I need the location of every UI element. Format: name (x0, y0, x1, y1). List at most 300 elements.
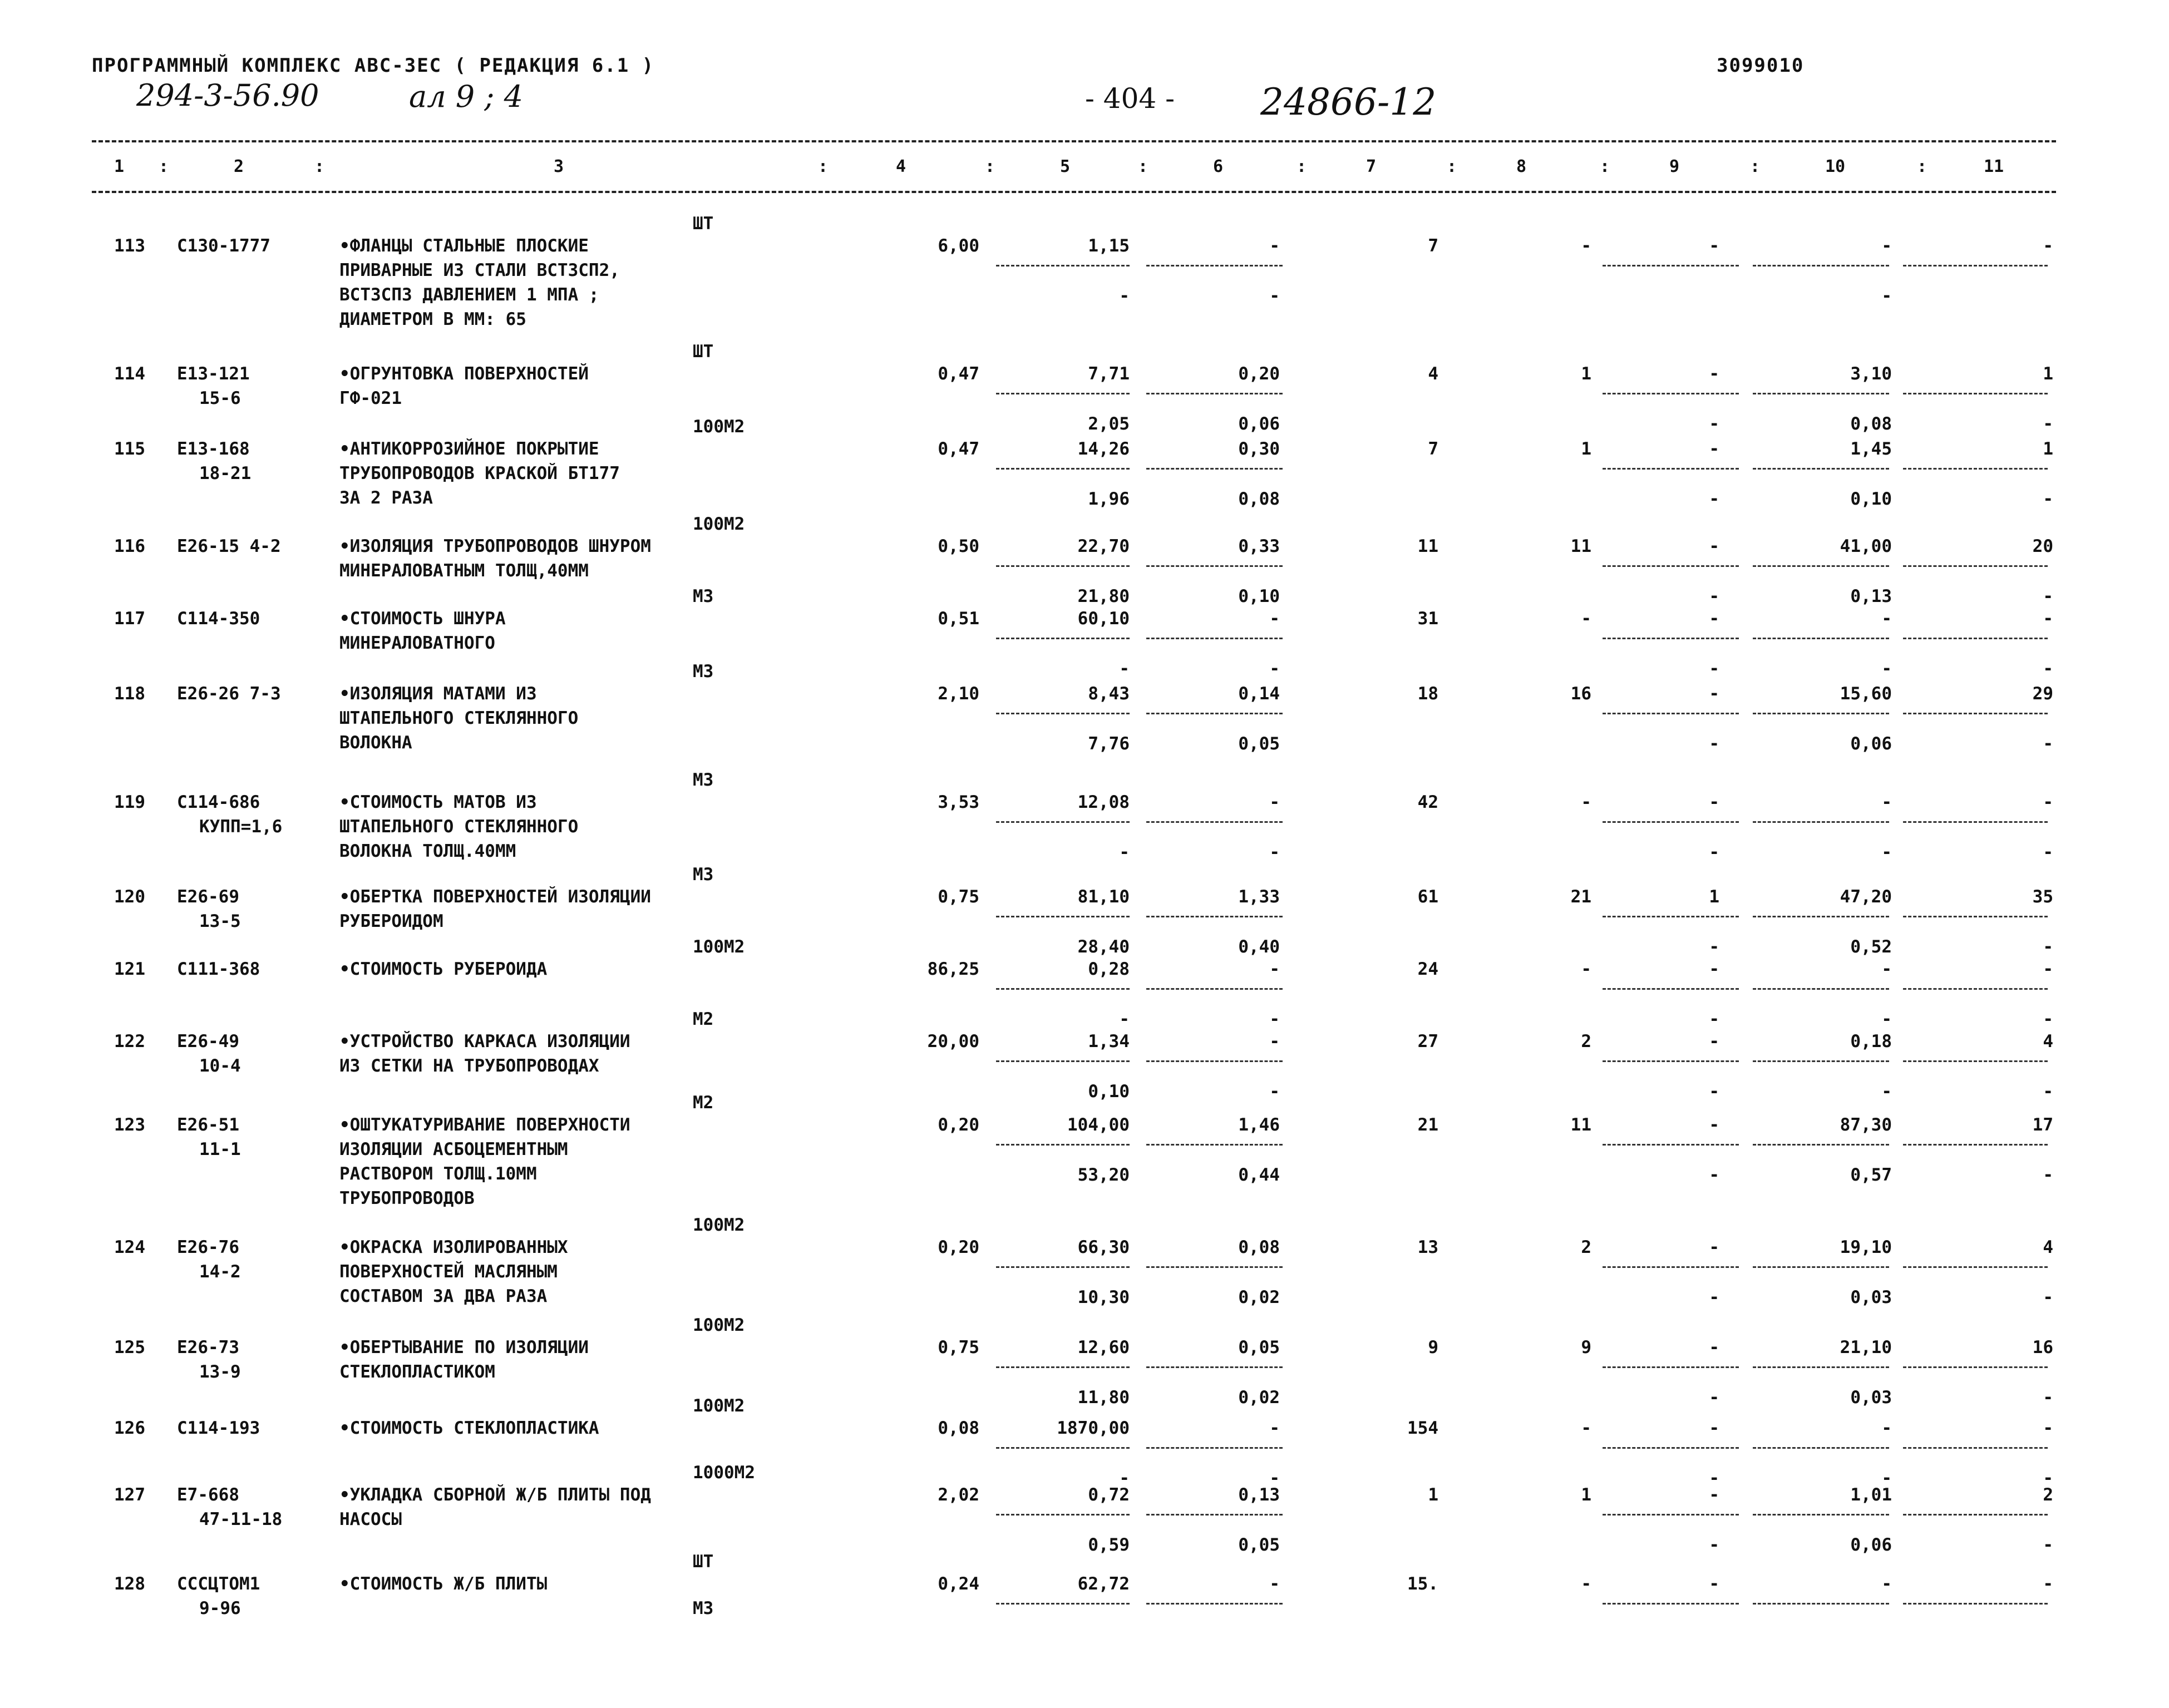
unit-label: 100М2 (693, 1396, 745, 1416)
machine-cost-wage: 0,06 (1238, 414, 1280, 434)
machine-cost: - (1269, 792, 1280, 812)
machine-cost-wage: 0,44 (1238, 1165, 1280, 1185)
cell-divider (1903, 393, 2048, 394)
total-wage: - (1581, 1574, 1591, 1594)
cell-divider (996, 1266, 1130, 1268)
machine-cost-wage: - (1269, 1009, 1280, 1029)
machine-cost-wage: 0,10 (1238, 586, 1280, 606)
unit-cost-wage: 0,10 (1088, 1082, 1130, 1102)
unit-cost-wage: 0,59 (1088, 1535, 1130, 1555)
norm-code: Е7-668 (177, 1485, 239, 1505)
work-description: •ФЛАНЦЫ СТАЛЬНЫЕ ПЛОСКИЕ (339, 236, 589, 256)
labor-cost-mech: 0,03 (1850, 1287, 1892, 1307)
labor-cost: - (1881, 959, 1892, 979)
cell-divider (1903, 916, 2048, 917)
col-11: 29 (2032, 684, 2053, 704)
total-cost: 13 (1417, 1237, 1438, 1257)
cell-divider (1603, 713, 1739, 714)
cell-divider (1146, 1603, 1283, 1605)
row-number: 122 (114, 1031, 145, 1052)
handwritten-album: ал 9 ; 4 (409, 79, 523, 114)
labor-cost-mech: - (1881, 659, 1892, 679)
row-number: 119 (114, 792, 145, 812)
work-description: •ОШТУКАТУРИВАНИЕ ПОВЕРХНОСТИ (339, 1115, 630, 1135)
total-cost: 7 (1428, 439, 1438, 459)
cell-divider (1753, 713, 1889, 714)
cell-divider (1146, 468, 1283, 470)
cell-divider (1903, 1144, 2048, 1146)
column-separator: : (314, 157, 325, 176)
labor-cost: 21,10 (1840, 1337, 1892, 1357)
col-11: 16 (2032, 1337, 2053, 1357)
page-number: - 404 - (1085, 82, 1175, 115)
quantity: 0,08 (938, 1418, 979, 1438)
cell-divider (1903, 821, 2048, 823)
norm-code: С111-368 (177, 959, 260, 979)
total-cost: 11 (1417, 536, 1438, 556)
cell-divider (996, 1144, 1130, 1146)
total-wage: 16 (1570, 684, 1591, 704)
cell-divider (1753, 265, 1889, 266)
unit-cost: 0,72 (1088, 1485, 1130, 1505)
total-cost: 7 (1428, 236, 1438, 256)
machine-cost: - (1269, 1574, 1280, 1594)
norm-code: Е13-121 (177, 364, 250, 384)
cell-divider (996, 916, 1130, 917)
total-cost: 27 (1417, 1031, 1438, 1052)
norm-code: 13-5 (199, 911, 241, 931)
norm-code: 9-96 (199, 1598, 241, 1618)
total-cost: 18 (1417, 684, 1438, 704)
cell-divider (996, 265, 1130, 266)
row-number: 121 (114, 959, 145, 979)
labor-cost-mech: 0,06 (1850, 1535, 1892, 1555)
cell-divider (1603, 916, 1739, 917)
cell-divider (1146, 1144, 1283, 1146)
work-description: •УКЛАДКА СБОРНОЙ Ж/Б ПЛИТЫ ПОД (339, 1485, 651, 1505)
work-description: СТЕКЛОПЛАСТИКОМ (339, 1362, 495, 1382)
unit-cost-wage: 7,76 (1088, 734, 1130, 754)
quantity: 6,00 (938, 236, 979, 256)
total-machine: - (1709, 684, 1719, 704)
cell-divider (1603, 468, 1739, 470)
cell-divider (1603, 1060, 1739, 1062)
row-number: 127 (114, 1485, 145, 1505)
machine-cost: - (1269, 609, 1280, 629)
machine-cost-wage: - (1269, 1082, 1280, 1102)
cell-divider (996, 1514, 1130, 1516)
labor-cost: 47,20 (1840, 887, 1892, 907)
unit-cost: 7,71 (1088, 364, 1130, 384)
cell-divider (1603, 1266, 1739, 1268)
labor-cost: 19,10 (1840, 1237, 1892, 1257)
work-description: ГФ-021 (339, 388, 402, 408)
labor-cost-mech: 0,57 (1850, 1165, 1892, 1185)
total-cost: 9 (1428, 1337, 1438, 1357)
row-number: 115 (114, 439, 145, 459)
row-number: 125 (114, 1337, 145, 1357)
document-number: 3099010 (1717, 55, 1805, 77)
total-machine-wage: - (1709, 1535, 1719, 1555)
col-11-b: - (2043, 659, 2053, 679)
cell-divider (1903, 1603, 2048, 1605)
cell-divider (996, 1603, 1130, 1605)
cell-divider (1146, 565, 1283, 567)
unit-cost: 60,10 (1077, 609, 1130, 629)
total-machine-wage: - (1709, 586, 1719, 606)
row-number: 117 (114, 609, 145, 629)
col-11-b: - (2043, 586, 2053, 606)
unit-cost: 8,43 (1088, 684, 1130, 704)
col-11-b: - (2043, 1468, 2053, 1488)
total-machine-wage: - (1709, 659, 1719, 679)
work-description: ПОВЕРХНОСТЕЙ МАСЛЯНЫМ (339, 1262, 558, 1282)
machine-cost: 0,20 (1238, 364, 1280, 384)
column-separator: : (159, 157, 169, 176)
work-description: ИЗОЛЯЦИИ АСБОЦЕМЕНТНЫМ (339, 1139, 568, 1159)
row-number: 124 (114, 1237, 145, 1257)
work-description: •СТОИМОСТЬ РУБЕРОИДА (339, 959, 548, 979)
unit-cost: 104,00 (1067, 1115, 1130, 1135)
unit-cost-wage: 11,80 (1077, 1388, 1130, 1408)
cell-divider (1146, 713, 1283, 714)
work-description: ЗА 2 РАЗА (339, 488, 433, 508)
row-number: 113 (114, 236, 145, 256)
cell-divider (1903, 1447, 2048, 1449)
machine-cost: 0,08 (1238, 1237, 1280, 1257)
column-header: 3 (554, 157, 564, 176)
cell-divider (996, 468, 1130, 470)
column-header: 6 (1213, 157, 1224, 176)
unit-label: ШТ (693, 1552, 714, 1572)
row-number: 123 (114, 1115, 145, 1135)
norm-code: 11-1 (199, 1139, 241, 1159)
cell-divider (1603, 638, 1739, 639)
total-machine-wage: - (1709, 1009, 1719, 1029)
norm-code: Е13-168 (177, 439, 250, 459)
machine-cost-wage: - (1269, 842, 1280, 862)
column-separator: : (818, 157, 829, 176)
unit-label: М3 (693, 662, 714, 682)
unit-cost: 12,08 (1077, 792, 1130, 812)
cell-divider (1753, 1060, 1889, 1062)
norm-code: Е26-51 (177, 1115, 239, 1135)
total-machine: - (1709, 609, 1719, 629)
column-header: 2 (234, 157, 244, 176)
machine-cost-wage: 0,05 (1238, 1535, 1280, 1555)
cell-divider (1753, 565, 1889, 567)
unit-label: М3 (693, 586, 714, 606)
work-description: •УСТРОЙСТВО КАРКАСА ИЗОЛЯЦИИ (339, 1031, 630, 1052)
cell-divider (1753, 468, 1889, 470)
total-machine: - (1709, 1418, 1719, 1438)
total-machine-wage: - (1709, 1287, 1719, 1307)
col-11: - (2043, 609, 2053, 629)
labor-cost-mech: 0,08 (1850, 414, 1892, 434)
column-separator: : (1600, 157, 1610, 176)
col-11: - (2043, 236, 2053, 256)
norm-code: 47-11-18 (199, 1509, 283, 1529)
unit-cost-wage: 53,20 (1077, 1165, 1130, 1185)
total-machine-wage: - (1709, 734, 1719, 754)
total-wage: - (1581, 1418, 1591, 1438)
total-machine-wage: - (1709, 489, 1719, 509)
col-11-b: - (2043, 1009, 2053, 1029)
program-title: ПРОГРАММНЫЙ КОМПЛЕКС АВС-ЗЕС ( РЕДАКЦИЯ 6.1 ) (92, 55, 655, 77)
cell-divider (1753, 638, 1889, 639)
labor-cost-mech: - (1881, 1009, 1892, 1029)
total-machine: - (1709, 792, 1719, 812)
total-cost: 15. (1407, 1574, 1438, 1594)
total-cost: 42 (1417, 792, 1438, 812)
col-11: 4 (2043, 1031, 2053, 1052)
labor-cost: - (1881, 236, 1892, 256)
work-description: •ИЗОЛЯЦИЯ ТРУБОПРОВОДОВ ШНУРОМ (339, 536, 651, 556)
col-11: 20 (2032, 536, 2053, 556)
unit-cost: 1,15 (1088, 236, 1130, 256)
quantity: 20,00 (927, 1031, 979, 1052)
work-description: •ИЗОЛЯЦИЯ МАТАМИ ИЗ (339, 684, 537, 704)
row-number: 116 (114, 536, 145, 556)
total-wage: 1 (1581, 439, 1591, 459)
machine-cost: 0,05 (1238, 1337, 1280, 1357)
work-description: РАСТВОРОМ ТОЛЩ.10ММ (339, 1164, 537, 1184)
total-wage: 1 (1581, 1485, 1591, 1505)
labor-cost: 1,45 (1850, 439, 1892, 459)
work-description: НАСОСЫ (339, 1509, 402, 1529)
total-cost: 21 (1417, 1115, 1438, 1135)
total-machine-wage: - (1709, 1082, 1719, 1102)
total-wage: 11 (1570, 536, 1591, 556)
col-11-b: - (2043, 1388, 2053, 1408)
labor-cost: - (1881, 1418, 1892, 1438)
cell-divider (1603, 265, 1739, 266)
col-11: - (2043, 1574, 2053, 1594)
cell-divider (1903, 565, 2048, 567)
column-separator: : (1138, 157, 1148, 176)
unit-label: 100М2 (693, 514, 745, 534)
labor-cost-mech: - (1881, 1082, 1892, 1102)
total-machine: - (1709, 1337, 1719, 1357)
cell-divider (1753, 1266, 1889, 1268)
labor-cost: 41,00 (1840, 536, 1892, 556)
work-description: ТРУБОПРОВОДОВ КРАСКОЙ БТ177 (339, 463, 620, 483)
unit-label: 100М2 (693, 1315, 745, 1335)
quantity: 0,75 (938, 1337, 979, 1357)
unit-label: М2 (693, 1093, 714, 1113)
labor-cost-mech: 0,10 (1850, 489, 1892, 509)
col-11: - (2043, 959, 2053, 979)
unit-label: ШТ (693, 214, 714, 234)
cell-divider (1903, 638, 2048, 639)
cell-divider (996, 638, 1130, 639)
machine-cost: 1,46 (1238, 1115, 1280, 1135)
norm-code: Е26-76 (177, 1237, 239, 1257)
total-machine-wage: - (1709, 1388, 1719, 1408)
machine-cost-wage: - (1269, 659, 1280, 679)
work-description: МИНЕРАЛОВАТНЫМ ТОЛЩ,40ММ (339, 561, 589, 581)
work-description: СОСТАВОМ ЗА ДВА РАЗА (339, 1286, 548, 1306)
quantity: 86,25 (927, 959, 979, 979)
total-machine: - (1709, 1031, 1719, 1052)
unit-cost: 0,28 (1088, 959, 1130, 979)
total-wage: 2 (1581, 1031, 1591, 1052)
cell-divider (1903, 1266, 2048, 1268)
unit-cost: 81,10 (1077, 887, 1130, 907)
total-wage: 9 (1581, 1337, 1591, 1357)
work-description: •ОКРАСКА ИЗОЛИРОВАННЫХ (339, 1237, 568, 1257)
cell-divider (1753, 1514, 1889, 1516)
quantity: 2,02 (938, 1485, 979, 1505)
total-machine: - (1709, 959, 1719, 979)
col-11: 4 (2043, 1237, 2053, 1257)
cell-divider (1753, 393, 1889, 394)
total-machine-wage: - (1709, 937, 1719, 957)
unit-label: М3 (693, 1598, 714, 1618)
unit-label: 100М2 (693, 937, 745, 957)
col-11-b: - (2043, 414, 2053, 434)
quantity: 0,51 (938, 609, 979, 629)
quantity: 0,75 (938, 887, 979, 907)
column-header: 7 (1366, 157, 1377, 176)
unit-label: М3 (693, 865, 714, 885)
handwritten-sheet-number: 24866-12 (1260, 81, 1437, 124)
unit-cost-wage: 28,40 (1077, 937, 1130, 957)
cell-divider (1603, 393, 1739, 394)
labor-cost: - (1881, 792, 1892, 812)
column-header: 5 (1060, 157, 1071, 176)
unit-cost-wage: - (1119, 286, 1130, 306)
norm-code: С130-1777 (177, 236, 270, 256)
work-description: ПРИВАРНЫЕ ИЗ СТАЛИ ВСТ3СП2, (339, 260, 620, 280)
total-cost: 1 (1428, 1485, 1438, 1505)
unit-cost: 1870,00 (1057, 1418, 1130, 1438)
col-11-b: - (2043, 937, 2053, 957)
norm-code: 10-4 (199, 1056, 241, 1076)
machine-cost: 1,33 (1238, 887, 1280, 907)
labor-cost-mech: 0,52 (1850, 937, 1892, 957)
work-description: ШТАПЕЛЬНОГО СТЕКЛЯННОГО (339, 708, 579, 728)
work-description: ДИАМЕТРОМ В ММ: 65 (339, 309, 526, 329)
work-description: РУБЕРОИДОМ (339, 911, 443, 931)
cell-divider (1753, 821, 1889, 823)
cell-divider (1903, 988, 2048, 990)
cell-divider (1753, 1447, 1889, 1449)
cell-divider (1603, 565, 1739, 567)
row-number: 126 (114, 1418, 145, 1438)
labor-cost: 3,10 (1850, 364, 1892, 384)
total-cost: 61 (1417, 887, 1438, 907)
col-11: 35 (2032, 887, 2053, 907)
unit-label: 100М2 (693, 1215, 745, 1235)
column-header: 11 (1984, 157, 2004, 176)
norm-code: КУПП=1,6 (199, 817, 283, 837)
work-description: ВОЛОКНА ТОЛЩ.40ММ (339, 841, 516, 861)
cell-divider (1603, 821, 1739, 823)
total-wage: - (1581, 236, 1591, 256)
total-machine: - (1709, 1485, 1719, 1505)
cell-divider (1903, 713, 2048, 714)
norm-code: Е26-15 4-2 (177, 536, 281, 556)
cell-divider (1753, 916, 1889, 917)
machine-cost-wage: 0,05 (1238, 734, 1280, 754)
cell-divider (1903, 1060, 2048, 1062)
cell-divider (1603, 1603, 1739, 1605)
labor-cost: - (1881, 1574, 1892, 1594)
work-description: •СТОИМОСТЬ Ж/Б ПЛИТЫ (339, 1574, 548, 1594)
cell-divider (1146, 988, 1283, 990)
norm-code: СССЦТОМ1 (177, 1574, 260, 1594)
labor-cost-mech: 0,06 (1850, 734, 1892, 754)
unit-cost: 1,34 (1088, 1031, 1130, 1052)
unit-cost-wage: 2,05 (1088, 414, 1130, 434)
total-machine-wage: - (1709, 1165, 1719, 1185)
quantity: 0,20 (938, 1237, 979, 1257)
cell-divider (1753, 1366, 1889, 1368)
cell-divider (1753, 1603, 1889, 1605)
col-11: 1 (2043, 439, 2053, 459)
col-11-b: - (2043, 489, 2053, 509)
machine-cost-wage: - (1269, 1468, 1280, 1488)
col-11-b: - (2043, 1165, 2053, 1185)
work-description: •СТОИМОСТЬ ШНУРА (339, 609, 506, 629)
cell-divider (1146, 1447, 1283, 1449)
unit-label: ШТ (693, 342, 714, 362)
work-description: ТРУБОПРОВОДОВ (339, 1188, 475, 1208)
cell-divider (1903, 1366, 2048, 1368)
norm-code: Е26-26 7-3 (177, 684, 281, 704)
total-machine: - (1709, 236, 1719, 256)
total-machine-wage: - (1709, 414, 1719, 434)
col-11-b: - (2043, 1287, 2053, 1307)
machine-cost: 0,13 (1238, 1485, 1280, 1505)
row-number: 120 (114, 887, 145, 907)
norm-code: С114-350 (177, 609, 260, 629)
unit-label: 1000М2 (693, 1463, 755, 1483)
unit-cost: 62,72 (1077, 1574, 1130, 1594)
cell-divider (1146, 916, 1283, 917)
unit-cost: 22,70 (1077, 536, 1130, 556)
total-cost: 31 (1417, 609, 1438, 629)
cell-divider (1903, 1514, 2048, 1516)
work-description: •СТОИМОСТЬ СТЕКЛОПЛАСТИКА (339, 1418, 599, 1438)
total-wage: 11 (1570, 1115, 1591, 1135)
norm-code: 14-2 (199, 1262, 241, 1282)
total-wage: 1 (1581, 364, 1591, 384)
column-header: 8 (1516, 157, 1527, 176)
col-11: 2 (2043, 1485, 2053, 1505)
machine-cost-wage: 0,02 (1238, 1287, 1280, 1307)
total-wage: - (1581, 609, 1591, 629)
machine-cost-wage: 0,40 (1238, 937, 1280, 957)
total-machine: - (1709, 1115, 1719, 1135)
machine-cost-wage: 0,02 (1238, 1388, 1280, 1408)
norm-code: Е26-49 (177, 1031, 239, 1052)
labor-cost-mech: - (1881, 286, 1892, 306)
unit-cost-wage: 10,30 (1077, 1287, 1130, 1307)
cell-divider (1603, 1144, 1739, 1146)
labor-cost: 0,18 (1850, 1031, 1892, 1052)
col-11: - (2043, 792, 2053, 812)
work-description: •ОБЕРТЫВАНИЕ ПО ИЗОЛЯЦИИ (339, 1337, 589, 1357)
column-header: 1 (114, 157, 125, 176)
column-header: 10 (1825, 157, 1846, 176)
cell-divider (996, 713, 1130, 714)
col-11-b: - (2043, 1082, 2053, 1102)
work-description: •ОГРУНТОВКА ПОВЕРХНОСТЕЙ (339, 364, 589, 384)
col-11-b: - (2043, 842, 2053, 862)
cell-divider (1603, 1514, 1739, 1516)
